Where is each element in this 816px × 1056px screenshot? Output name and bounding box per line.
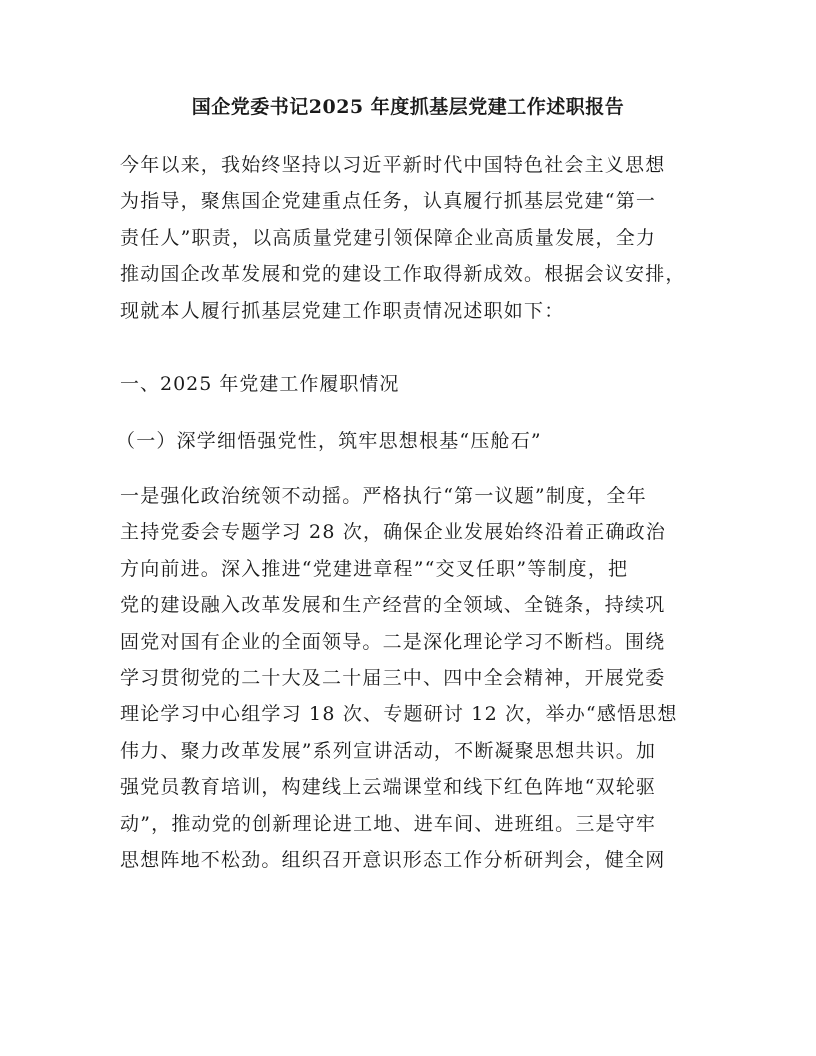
body-line: 学习贯彻党的二十大及二十届三中、四中全会精神，开展党委 [120, 666, 666, 689]
body-line: 强党员教育培训，构建线上云端课堂和线下红色阵地“双轮驱 [120, 776, 657, 799]
body-line: 固党对国有企业的全面领导。二是深化理论学习不断档。围绕 [120, 630, 666, 653]
section-heading: 一、2025 年党建工作履职情况 [120, 373, 400, 395]
body-line: 党的建设融入改革发展和生产经营的全领域、全链条，持续巩 [120, 594, 666, 617]
body-paragraph [120, 478, 710, 878]
body-line: 理论学习中心组学习 18 次、专题研讨 12 次，举办“感悟思想 [120, 703, 678, 726]
body-line: 方向前进。深入推进“党建进章程”“交叉任职”等制度，把 [120, 557, 629, 580]
body-line: 一是强化政治统领不动摇。严格执行“第一议题”制度，全年 [120, 485, 647, 507]
document-title: 国企党委书记2025 年度抓基层党建工作述职报告 [191, 96, 625, 118]
body-line: 思想阵地不松劲。组织召开意识形态工作分析研判会，健全网 [120, 848, 666, 871]
intro-line: 为指导，聚焦国企党建重点任务，认真履行抓基层党建“第一 [120, 190, 657, 213]
intro-paragraph [120, 147, 710, 329]
subsection-heading: （一）深学细悟强党性，筑牢思想根基“压舱石” [116, 430, 542, 452]
intro-line: 现就本人履行抓基层党建工作职责情况述职如下： [120, 299, 565, 322]
intro-line: 今年以来，我始终坚持以习近平新时代中国特色社会主义思想 [120, 154, 666, 176]
body-line: 动”，推动党的创新理论进工地、进车间、进班组。三是守牢 [120, 812, 657, 835]
intro-line: 推动国企改革发展和党的建设工作取得新成效。根据会议安排， [120, 263, 686, 286]
intro-line: 责任人”职责，以高质量党建引领保障企业高质量发展，全力 [120, 226, 657, 249]
body-line: 主持党委会专题学习 28 次，确保企业发展始终沿着正确政治 [120, 521, 667, 544]
body-line: 伟力、聚力改革发展”系列宣讲活动，不断凝聚思想共识。加 [120, 739, 657, 762]
